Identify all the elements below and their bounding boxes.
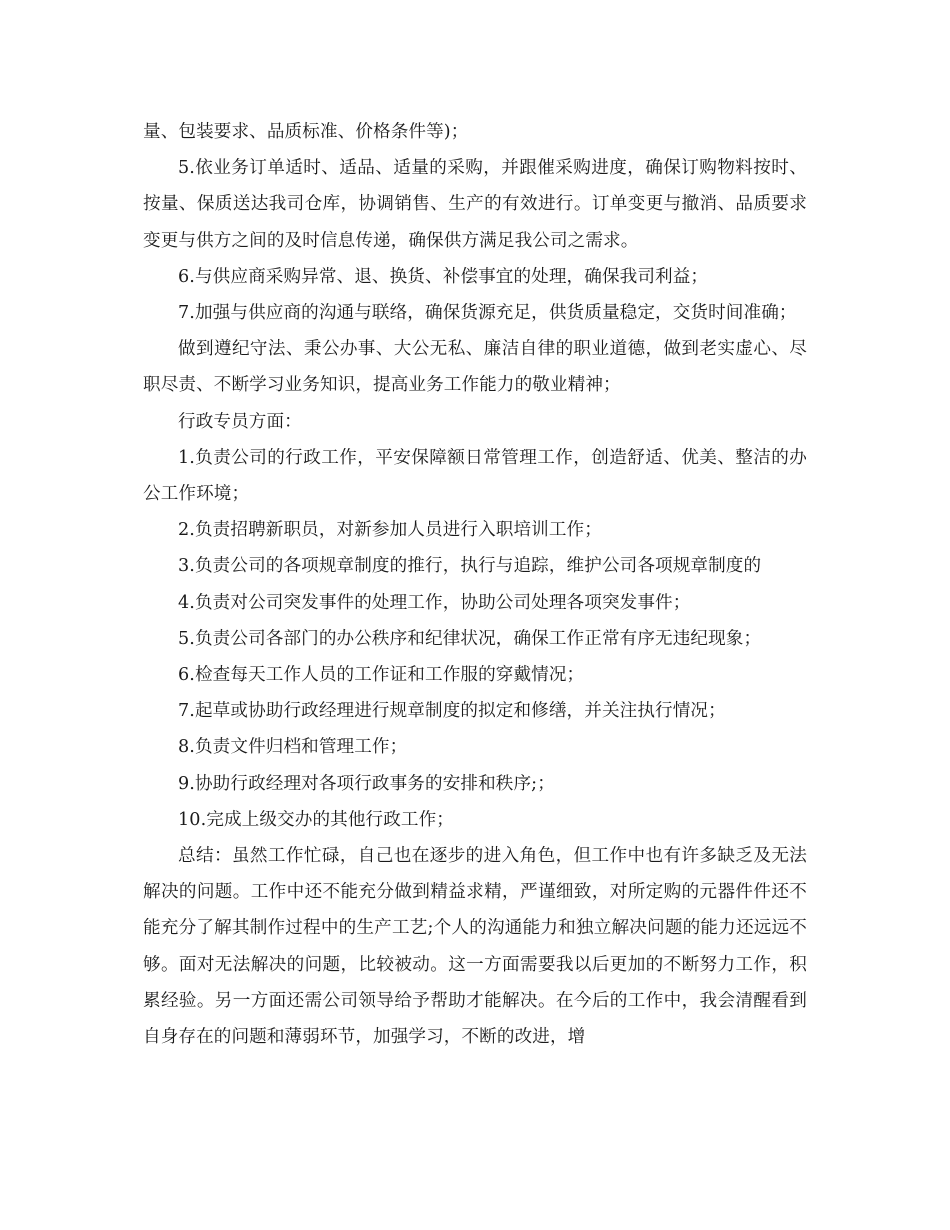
paragraph-admin-item-7: 7.起草或协助行政经理进行规章制度的拟定和修缮，并关注执行情况；	[178, 701, 726, 722]
paragraph-purchase-item-7: 7.加强与供应商的沟通与联络，确保货源充足，供货质量稳定，交货时间准确；	[178, 303, 797, 324]
paragraph-admin-item-5: 5.负责公司各部门的办公秩序和纪律状况，确保工作正常有序无违纪现象；	[178, 628, 762, 649]
paragraph-admin-item-2: 2.负责招聘新职员，对新参加人员进行入职培训工作；	[178, 520, 602, 541]
paragraph-admin-item-1: 1.负责公司的行政工作，平安保障额日常管理工作，创造舒适、优美、整洁的办公工作环境；	[143, 447, 807, 505]
paragraph-continuation: 量、包装要求、品质标准、价格条件等)；	[143, 122, 469, 142]
document-body	[143, 114, 807, 1055]
paragraph-admin-item-10: 10.完成上级交办的其他行政工作；	[178, 809, 454, 830]
paragraph-purchase-item-5: 5.依业务订单适时、适品、适量的采购，并跟催采购进度，确保订购物料按时、按量、保质送达我司仓库，协调销售、生产的有效进行。订单变更与撤消、品质要求变更与供方之间的及时信息传递，确保供方满足我公司之需求。	[143, 158, 807, 251]
paragraph-admin-item-8: 8.负责文件归档和管理工作；	[178, 737, 408, 758]
paragraph-admin-item-6: 6.检查每天工作人员的工作证和工作服的穿戴情况；	[178, 665, 585, 686]
paragraph-admin-item-3: 3.负责公司的各项规章制度的推行，执行与追踪，维护公司各项规章制度的	[178, 556, 762, 577]
section-heading-admin: 行政专员方面：	[178, 411, 302, 432]
paragraph-purchase-item-6: 6.与供应商采购异常、退、换货、补偿事宜的处理，确保我司利益；	[178, 266, 709, 287]
paragraph-admin-item-4: 4.负责对公司突发事件的处理工作，协助公司处理各项突发事件；	[178, 592, 691, 613]
paragraph-professional-ethics: 做到遵纪守法、秉公办事、大公无私、廉洁自律的职业道德，做到老实虚心、尽职尽责、不断学习业务知识，提高业务工作能力的敬业精神；	[143, 339, 807, 396]
paragraph-summary: 总结：虽然工作忙碌，自己也在逐步的进入角色，但工作中也有许多缺乏及无法解决的问题。工作中还不能充分做到精益求精，严谨细致，对所定购的元器件件还不能充分了解其制作过程中的生产工艺;个人的沟通能力和独立解决问题的能力还远远不够。面对无法解决的问题，比较被动。这一方面需要我以后更加的不断努力工作，积累经验。另一方面还需公司领导给予帮助才能解决。在今后的工作中，我会清醒看到自身存在的问题和薄弱环节，加强学习，不断的改进，增	[143, 846, 807, 1048]
paragraph-admin-item-9: 9.协助行政经理对各项行政事务的安排和秩序;；	[178, 773, 555, 794]
